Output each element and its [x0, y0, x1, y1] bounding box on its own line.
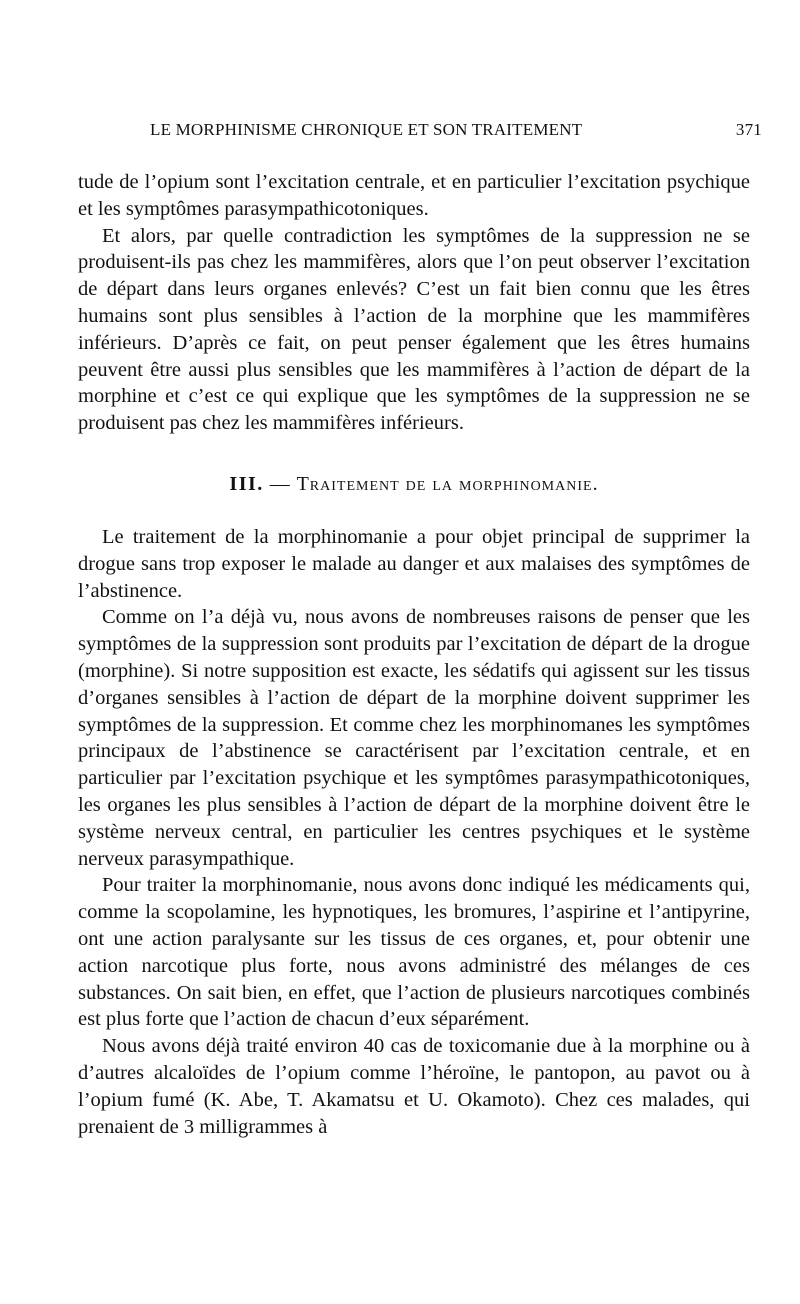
running-head	[150, 120, 762, 144]
body-text	[78, 169, 750, 1140]
section-dash: —	[269, 472, 291, 495]
paragraph-6: Nous avons déjà traité environ 40 cas de toxicomanie due à la morphine ou à d’autres alcaloïdes de l’opium comme l’héroïne, le pantopon, au pavot ou à l’opium fumé (K. Abe, T. Akamatsu et U. Okamoto). Chez ces malades, qui prenaient de 3 milligrammes à	[78, 1035, 750, 1138]
section-number: III.	[229, 472, 264, 495]
paragraph-2: Et alors, par quelle contradiction les symptômes de la suppression ne se produisent-ils pas chez les mammifères, alors que l’on peut observer l’excitation de départ dans leurs organes enlevés? C’est un fait bien connu que les êtres humains sont plus sensibles à l’action de la morphine que les mammifères inférieurs. D’après ce fait, on peut penser également que les êtres humains peuvent être aussi plus sensibles que les mammifères à l’action de départ de la morphine et c’est ce qui explique que les symptômes de la suppression ne se produisent pas chez les mammifères inférieurs.	[78, 224, 750, 435]
page-number: 371	[735, 120, 762, 139]
paragraph-5: Pour traiter la morphinomanie, nous avons donc indiqué les médicaments qui, comme la scopolamine, les hypnotiques, les bromures, l’aspirine et l’antipyrine, ont une action paralysante sur les tissus de ces organes, et, pour obtenir une action narcotique plus forte, nous avons administré des mélanges de ces substances. On sait bien, en effet, que l’action de plusieurs narcotiques combinés est plus forte que l’action de chacun d’eux séparément.	[78, 874, 750, 1031]
section-title: Traitement de la morphinomanie.	[296, 472, 599, 495]
paragraph-1: tude de l’opium sont l’excitation centrale, et en particulier l’excitation psychique et les symptômes parasympathicotoniques.	[78, 171, 750, 220]
section-heading	[78, 471, 750, 498]
paragraph-3: Le traitement de la morphinomanie a pour objet principal de supprimer la drogue sans trop exposer le malade au danger et aux malaises des symptômes de l’abstinence.	[78, 525, 750, 602]
running-title: LE MORPHINISME CHRONIQUE ET SON TRAITEMENT	[150, 120, 583, 139]
paragraph-4: Comme on l’a déjà vu, nous avons de nombreuses raisons de penser que les symptômes de la suppression sont produits par l’excitation de départ de la drogue (morphine). Si notre supposition est exacte, les sédatifs qui agissent sur les tissus d’organes sensibles à l’action de départ de la morphine doivent supprimer les symptômes de la suppression. Et comme chez les morphinomanes les symptômes principaux de l’abstinence se caractérisent par l’excitation centrale, et en particulier par l’excitation psychique et les symptômes parasympathicotoniques, les organes les plus sensibles à l’action de départ de la morphine doivent être le système nerveux central, en particulier les centres psychiques et le système nerveux parasympathique.	[78, 606, 750, 870]
